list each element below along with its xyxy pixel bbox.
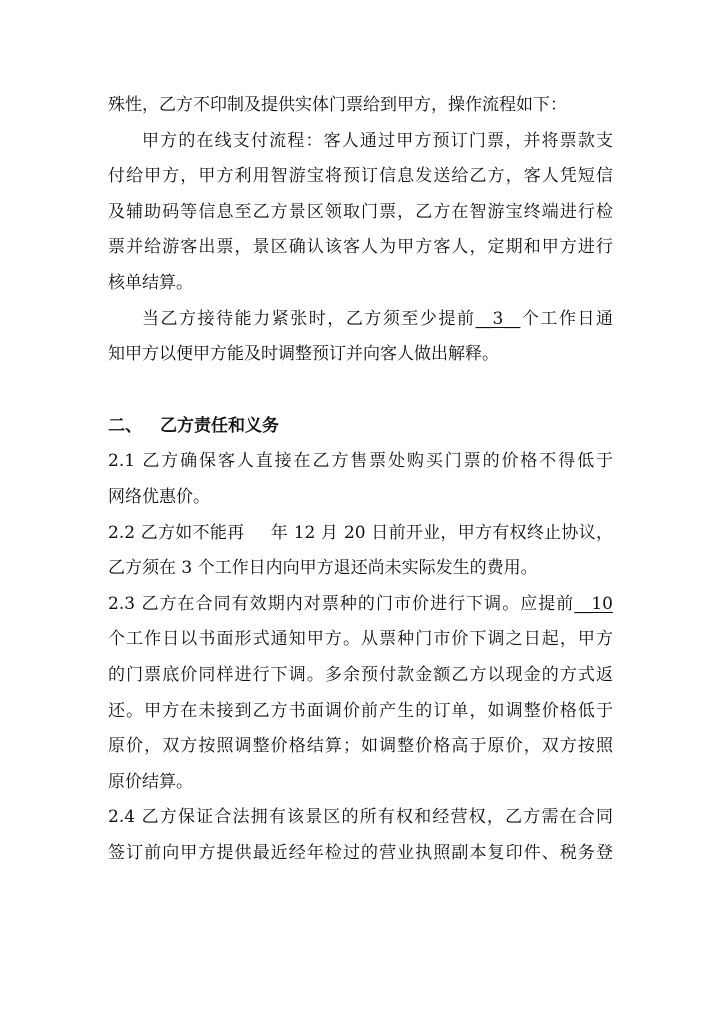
clause-2-2-text-pre: 2.2 乙方如不能再	[108, 522, 245, 543]
section-spacer	[108, 373, 613, 409]
payment-flow-line-5: 核单结算。	[108, 272, 193, 293]
capacity-line-2: 知甲方以便甲方能及时调整预订并向客人做出解释。	[108, 344, 499, 365]
clause-2-3-line-6: 原价结算。	[108, 771, 193, 792]
clause-2-3-text-pre: 2.3 乙方在合同有效期内对票种的门市价进行下调。应提前	[108, 593, 575, 614]
section-2-title: 乙方责任和义务	[160, 415, 279, 436]
clause-2-4-line-2: 签订前向甲方提供最近经年检过的营业执照副本复印件、税务登	[108, 842, 613, 863]
payment-flow-line-4: 票并给游客出票，景区确认该客人为甲方客人，定期和甲方进行	[108, 237, 613, 258]
clause-2-3-line-4: 还。甲方在未接到乙方书面调价前产生的订单，如调整价格低于	[108, 700, 613, 721]
section-2-number: 二、	[108, 415, 142, 436]
clause-2-3-line-2: 个工作日以书面形式通知甲方。从票种门市价下调之日起，甲方	[108, 629, 613, 650]
clause-2-1-line-1: 2.1 乙方确保客人直接在乙方售票处购买门票的价格不得低于	[108, 451, 613, 472]
clause-2-3-days-blank: __10	[574, 593, 613, 614]
document-page	[108, 88, 613, 871]
capacity-text-pre: 当乙方接待能力紧张时，乙方须至少提前	[142, 308, 476, 329]
clause-2-1-line-2: 网络优惠价。	[108, 486, 210, 507]
payment-flow-line-2: 付给甲方，甲方利用智游宝将预订信息发送给乙方，客人凭短信	[108, 166, 613, 187]
clause-2-3-line-1	[108, 587, 613, 623]
capacity-line-1	[108, 302, 613, 338]
clause-2-3-line-3: 的门票底价同样进行下调。多余预付款金额乙方以现金的方式返	[108, 664, 613, 685]
clause-2-4-line-1: 2.4 乙方保证合法拥有该景区的所有权和经营权，乙方需在合同	[108, 807, 613, 828]
section-2-heading	[108, 409, 613, 445]
payment-flow-line-1: 甲方的在线支付流程：客人通过甲方预订门票，并将票款支	[142, 130, 613, 151]
capacity-text-post: 个工作日通	[520, 308, 613, 329]
clause-2-2-line-2: 乙方须在 3 个工作日内向甲方退还尚未实际发生的费用。	[108, 558, 538, 579]
clause-2-2-text-post: 年 12 月 20 日前开业，甲方有权终止协议，	[270, 522, 613, 543]
intro-line-1: 殊性，乙方不印制及提供实体门票给到甲方，操作流程如下：	[108, 95, 567, 115]
clause-2-3-line-5: 原价，双方按照调整价格结算；如调整价格高于原价，双方按照	[108, 736, 613, 757]
capacity-days-blank: __3__	[475, 308, 521, 329]
clause-2-2-line-1	[108, 516, 613, 552]
payment-flow-line-3: 及辅助码等信息至乙方景区领取门票，乙方在智游宝终端进行检	[108, 201, 613, 222]
